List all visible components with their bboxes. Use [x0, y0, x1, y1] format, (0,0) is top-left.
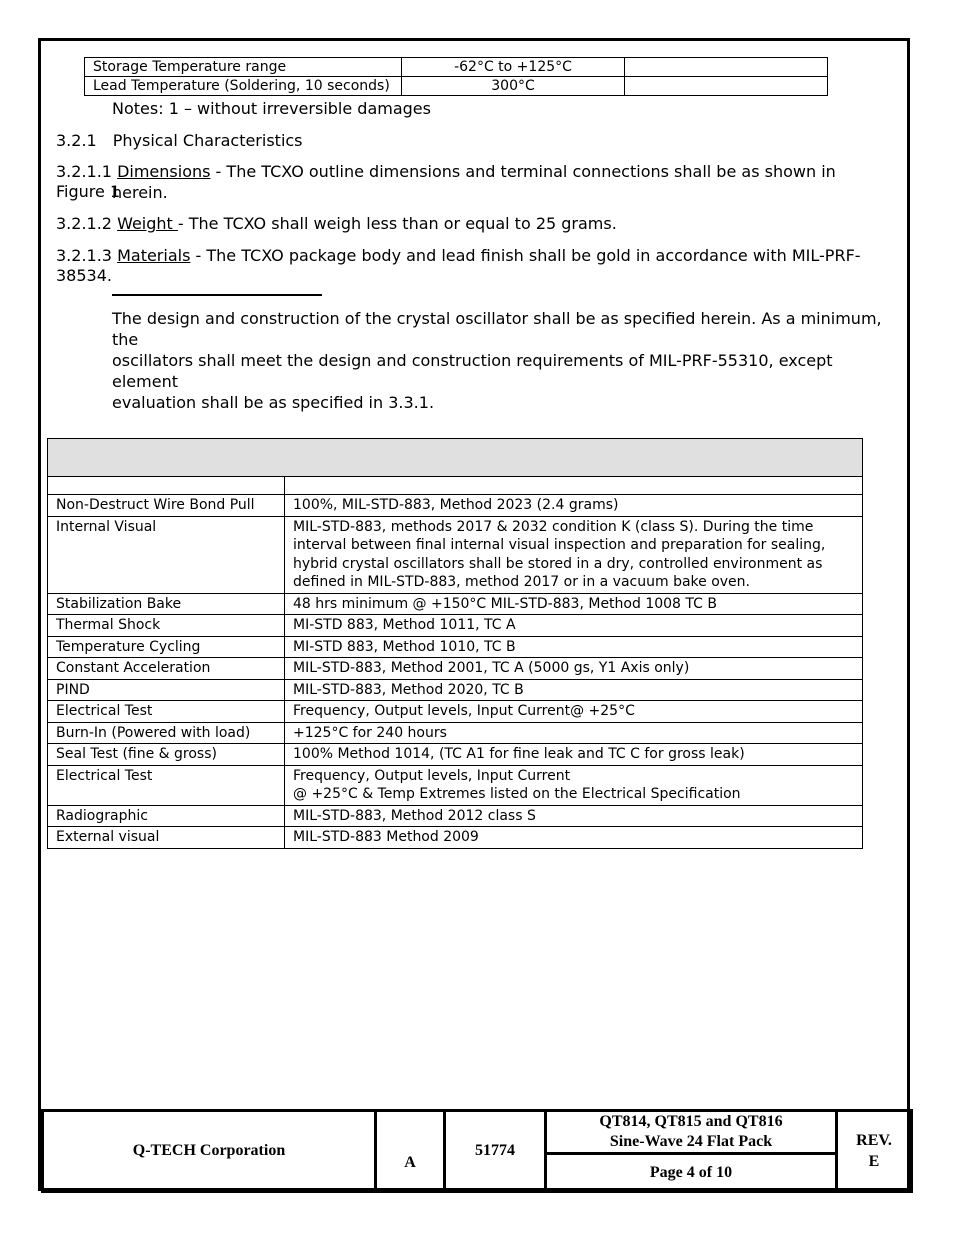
text-line: oscillators shall meet the design and construction requirements of MIL-PRF-55310, except element: [112, 351, 833, 391]
note-cell: [625, 77, 828, 96]
section-heading: [56, 131, 303, 151]
table-notes: Notes: 1 – without irreversible damages: [112, 99, 431, 118]
design-paragraph: [112, 308, 892, 413]
title-line: Sine-Wave 24 Flat Pack: [609, 1133, 773, 1150]
paragraph-weight: [56, 214, 617, 234]
item-term: Weight: [117, 214, 178, 233]
subheader-cell: [48, 477, 285, 495]
title-line: QT814, QT815 and QT816: [599, 1113, 783, 1130]
method-line: hybrid crystal oscillators shall be stored in a dry, controlled environment as: [293, 555, 823, 572]
test-name-cell: Seal Test (fine & gross): [48, 744, 285, 766]
method-line: 48 hrs minimum @ +150°C MIL-STD-883, Method 1008 TC B: [293, 595, 717, 612]
method-line: MIL-STD-883, Method 2001, TC A (5000 gs, Y1 Axis only): [293, 660, 690, 676]
method-line: MI-STD 883, Method 1011, TC A: [293, 617, 516, 633]
test-name-cell: Electrical Test: [48, 701, 285, 723]
method-cell: [285, 495, 863, 517]
section-title: Physical Characteristics: [112, 131, 303, 150]
paragraph-continuation: herein.: [112, 183, 168, 202]
method-cell: [285, 593, 863, 615]
screening-rows: [48, 495, 863, 849]
method-line: MIL-STD-883, Method 2012 class S: [293, 807, 536, 824]
paragraph-dimensions: [56, 162, 876, 202]
table-row: [85, 77, 828, 96]
param-cell: Storage Temperature range: [85, 58, 402, 77]
page-number: Page 4 of 10: [546, 1154, 837, 1192]
method-cell: [285, 615, 863, 637]
section-number: 3.2.1: [56, 131, 97, 150]
note-cell: [625, 58, 828, 77]
table-row: [48, 701, 863, 723]
method-line: Frequency, Output levels, Input Current@ +25°C: [293, 703, 635, 719]
method-line: 100%, MIL-STD-883, Method 2023 (2.4 grams): [293, 497, 619, 513]
method-cell: [285, 744, 863, 766]
test-name-cell: Thermal Shock: [48, 615, 285, 637]
test-name-cell: Stabilization Bake: [48, 593, 285, 615]
temperature-table: [84, 57, 828, 96]
test-name-cell: Electrical Test: [48, 765, 285, 805]
test-name-cell: Internal Visual: [48, 516, 285, 593]
test-name-cell: Non-Destruct Wire Bond Pull: [48, 495, 285, 517]
table-row: [48, 658, 863, 680]
method-line: MIL-STD-883, Method 2020, TC B: [293, 681, 524, 698]
header-cell: [48, 439, 863, 477]
table-row: [85, 58, 828, 77]
method-cell: [285, 516, 863, 593]
method-cell: [285, 636, 863, 658]
value-cell: -62°C to +125°C: [402, 58, 625, 77]
item-number: 3.2.1.2: [56, 214, 112, 233]
revision: [837, 1111, 912, 1192]
divider: [112, 294, 322, 296]
document-number: 51774: [445, 1111, 546, 1192]
revision-value: E: [868, 1153, 880, 1170]
method-line: interval between final internal visual inspection and preparation for sealing,: [293, 537, 826, 553]
table-row: [48, 495, 863, 517]
test-name-cell: Radiographic: [48, 805, 285, 827]
method-cell: [285, 658, 863, 680]
company-name: Q-TECH Corporation: [43, 1111, 376, 1192]
table-header: [48, 439, 863, 477]
table-row: [48, 722, 863, 744]
table-row: [48, 636, 863, 658]
value-cell: 300°C: [402, 77, 625, 96]
method-line: +125°C for 240 hours: [293, 724, 447, 741]
text-line: evaluation shall be as specified in 3.3.1.: [112, 393, 435, 412]
item-number: 3.2.1.3: [56, 246, 112, 265]
table-subheader: [48, 477, 863, 495]
table-row: [48, 805, 863, 827]
table-row: [48, 744, 863, 766]
item-text: - The TCXO shall weigh less than or equal to 25 grams.: [177, 214, 617, 233]
test-name-cell: PIND: [48, 679, 285, 701]
method-cell: [285, 805, 863, 827]
subheader-cell: [285, 477, 863, 495]
test-name-cell: Temperature Cycling: [48, 636, 285, 658]
method-line: MIL-STD-883 Method 2009: [293, 829, 479, 845]
method-cell: [285, 701, 863, 723]
method-cell: [285, 679, 863, 701]
item-number: 3.2.1.1: [56, 162, 112, 181]
method-line: @ +25°C & Temp Extremes listed on the Electrical Specification: [293, 786, 741, 802]
test-name-cell: Constant Acceleration: [48, 658, 285, 680]
table-row: [48, 516, 863, 593]
item-text: - The TCXO outline dimensions and terminal connections shall be as shown in Figure 1: [56, 162, 836, 201]
table-row: [48, 615, 863, 637]
method-line: Frequency, Output levels, Input Current: [293, 767, 571, 784]
table-row: [48, 765, 863, 805]
method-line: MI-STD 883, Method 1010, TC B: [293, 638, 516, 655]
item-term: Materials: [117, 246, 191, 265]
table-row: [48, 679, 863, 701]
test-name-cell: External visual: [48, 827, 285, 849]
document-title: [546, 1111, 837, 1154]
method-cell: [285, 827, 863, 849]
revision-label: REV.: [856, 1132, 892, 1149]
title-block: [41, 1109, 913, 1193]
item-text: - The TCXO package body and lead finish shall be gold in accordance with MIL-PRF-38534.: [56, 246, 861, 285]
test-name-cell: Burn-In (Powered with load): [48, 722, 285, 744]
text-line: The design and construction of the crystal oscillator shall be as specified herein. As a minimum, the: [112, 309, 882, 349]
method-line: MIL-STD-883, methods 2017 & 2032 condition K (class S). During the time: [293, 518, 814, 535]
method-cell: [285, 722, 863, 744]
table-row: [48, 827, 863, 849]
table-row: [48, 593, 863, 615]
size-code: A: [376, 1111, 445, 1192]
screening-table: [47, 438, 863, 849]
paragraph-materials: [56, 246, 896, 286]
item-term: Dimensions: [117, 162, 211, 181]
method-cell: [285, 765, 863, 805]
method-line: defined in MIL-STD-883, method 2017 or in a vacuum bake oven.: [293, 574, 750, 590]
param-cell: Lead Temperature (Soldering, 10 seconds): [85, 77, 402, 96]
method-line: 100% Method 1014, (TC A1 for fine leak and TC C for gross leak): [293, 746, 745, 762]
